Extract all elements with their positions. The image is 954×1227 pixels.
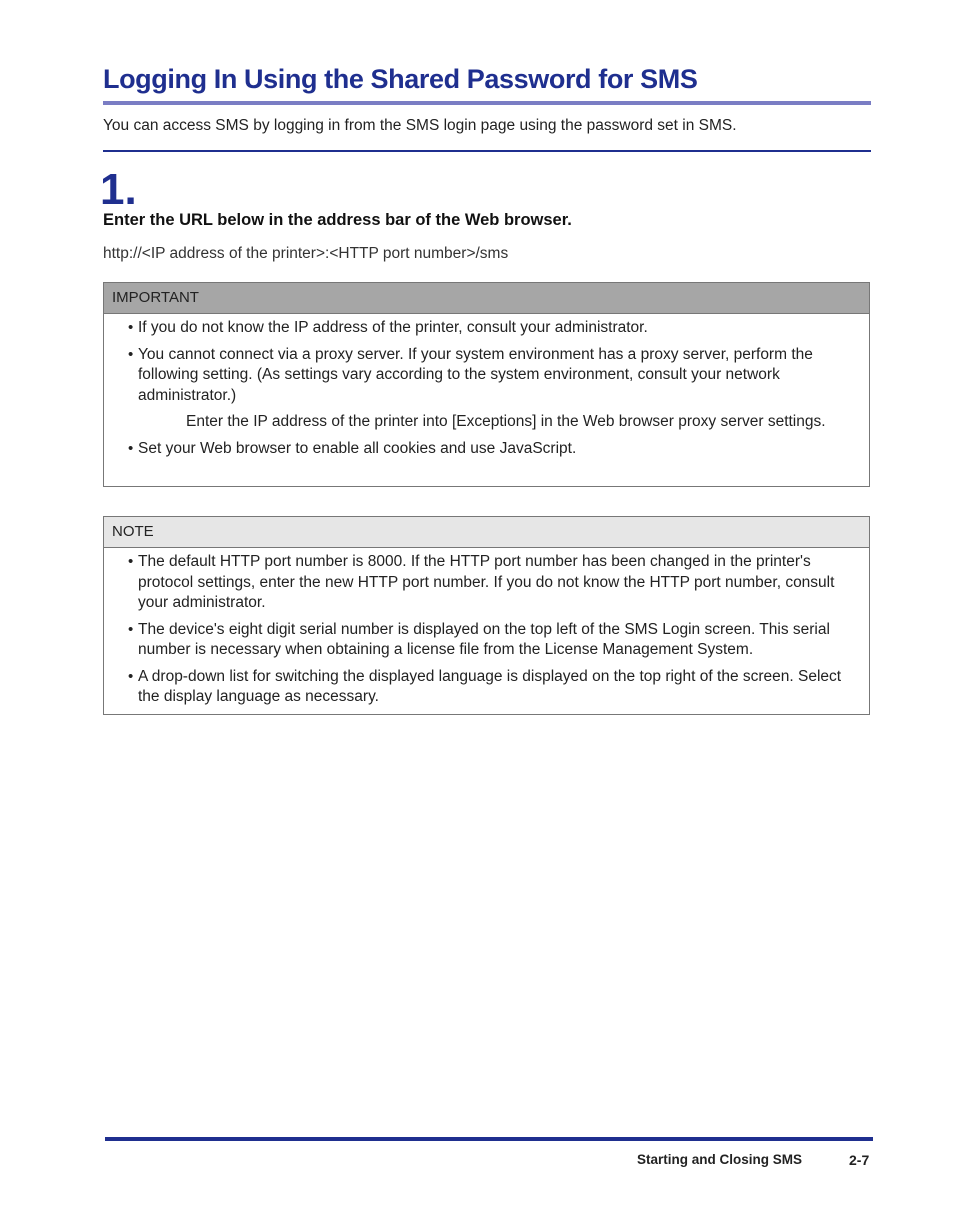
footer-rule [105, 1137, 873, 1141]
title-rule [103, 101, 871, 105]
bullet-icon: • [128, 667, 134, 685]
important-list [128, 318, 857, 459]
note-item [128, 667, 857, 708]
note-callout [103, 516, 870, 715]
important-indent-note: Enter the IP address of the printer into [Exceptions] in the Web browser proxy server settings. [186, 413, 826, 430]
important-item-text: If you do not know the IP address of the printer, consult your administrator. [138, 319, 648, 336]
note-item-text: The default HTTP port number is 8000. If the HTTP port number has been changed in the printer's protocol settings, enter the new HTTP port number. If you do not know the HTTP port number, consult your administrator. [138, 553, 835, 611]
step-number: 1. [100, 165, 137, 214]
page-number: 2-7 [849, 1152, 870, 1168]
intro-rule [103, 150, 871, 152]
step-url: http://<IP address of the printer>:<HTTP port number>/sms [103, 245, 509, 262]
note-item-text: A drop-down list for switching the displayed language is displayed on the top right of the screen. Select the display language as necessary. [138, 667, 842, 705]
note-body [104, 548, 869, 714]
important-item [128, 345, 857, 433]
important-label: IMPORTANT [104, 283, 869, 314]
important-callout [103, 282, 870, 487]
important-item [128, 439, 857, 460]
step-heading: Enter the URL below in the address bar of the Web browser. [103, 211, 572, 229]
note-item [128, 620, 857, 661]
bullet-icon: • [128, 345, 134, 363]
bullet-icon: • [128, 439, 134, 457]
important-item-text: You cannot connect via a proxy server. If your system environment has a proxy server, perform the following setting. (As settings vary according to the system environment, consult your network administrator.) [138, 345, 813, 404]
note-item-text: The device's eight digit serial number is displayed on the top left of the SMS Login screen. This serial number is necessary when obtaining a license file from the License Management System. [138, 620, 830, 658]
bullet-icon: • [128, 319, 134, 336]
bullet-icon: • [128, 553, 134, 570]
bullet-icon: • [128, 620, 134, 638]
note-list [128, 552, 857, 708]
important-body [104, 314, 869, 465]
intro-text: You can access SMS by logging in from the SMS login page using the password set in SMS. [103, 117, 737, 134]
important-item-text: Set your Web browser to enable all cookies and use JavaScript. [138, 439, 577, 457]
note-label: NOTE [104, 517, 869, 548]
note-item [128, 552, 857, 614]
footer-section-title: Starting and Closing SMS [636, 1152, 802, 1167]
important-item [128, 318, 857, 339]
page-title: Logging In Using the Shared Password for SMS [103, 64, 698, 94]
